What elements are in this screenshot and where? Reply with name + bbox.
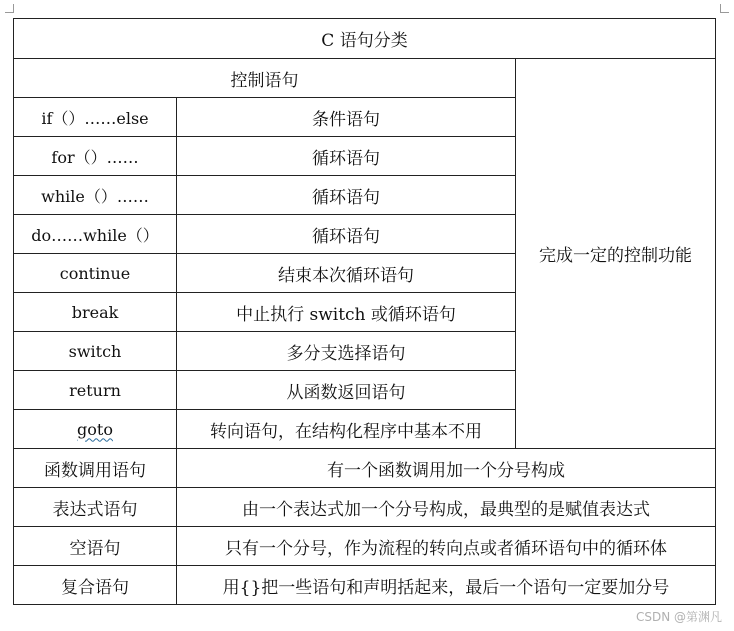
description-cell: 循环语句 [177,215,516,254]
control-purpose: 完成一定的控制功能 [516,59,716,449]
keyword-cell: if（）……else [14,98,177,137]
keyword-cell: switch [14,332,177,371]
table-row [14,527,716,566]
watermark: CSDN @第渊凡 [635,610,722,624]
statement-name-cell: 表达式语句 [14,488,177,527]
table-row [14,449,716,488]
statement-name-cell: 空语句 [14,527,177,566]
c-statement-table [13,18,716,605]
page-corner-mark-left [5,4,14,13]
description-cell: 从函数返回语句 [177,371,516,410]
description-cell: 结束本次循环语句 [177,254,516,293]
description-cell: 循环语句 [177,137,516,176]
statement-description-cell: 有一个函数调用加一个分号构成 [177,449,716,488]
statement-description-cell: 只有一个分号，作为流程的转向点或者循环语句中的循环体 [177,527,716,566]
keyword-cell: return [14,371,177,410]
keyword-cell: continue [14,254,177,293]
table-title-row [14,19,716,59]
description-cell: 转向语句，在结构化程序中基本不用 [177,410,516,449]
table-row [14,566,716,605]
description-cell: 中止执行 switch 或循环语句 [177,293,516,332]
description-cell: 条件语句 [177,98,516,137]
statement-name-cell: 复合语句 [14,566,177,605]
keyword-cell: while（）…… [14,176,177,215]
keyword-cell: break [14,293,177,332]
page-corner-mark-right [720,4,729,13]
keyword-cell: do……while（） [14,215,177,254]
statement-description-cell: 用{}把一些语句和声明括起来，最后一个语句一定要加分号 [177,566,716,605]
statement-name-cell: 函数调用语句 [14,449,177,488]
table-row [14,488,716,527]
table-title: C 语句分类 [14,19,716,59]
description-cell: 多分支选择语句 [177,332,516,371]
table-row [14,59,716,98]
description-cell: 循环语句 [177,176,516,215]
control-header: 控制语句 [14,59,516,98]
keyword-goto: goto [77,419,113,439]
keyword-cell: for（）…… [14,137,177,176]
statement-description-cell: 由一个表达式加一个分号构成，最典型的是赋值表达式 [177,488,716,527]
keyword-cell [14,410,177,449]
